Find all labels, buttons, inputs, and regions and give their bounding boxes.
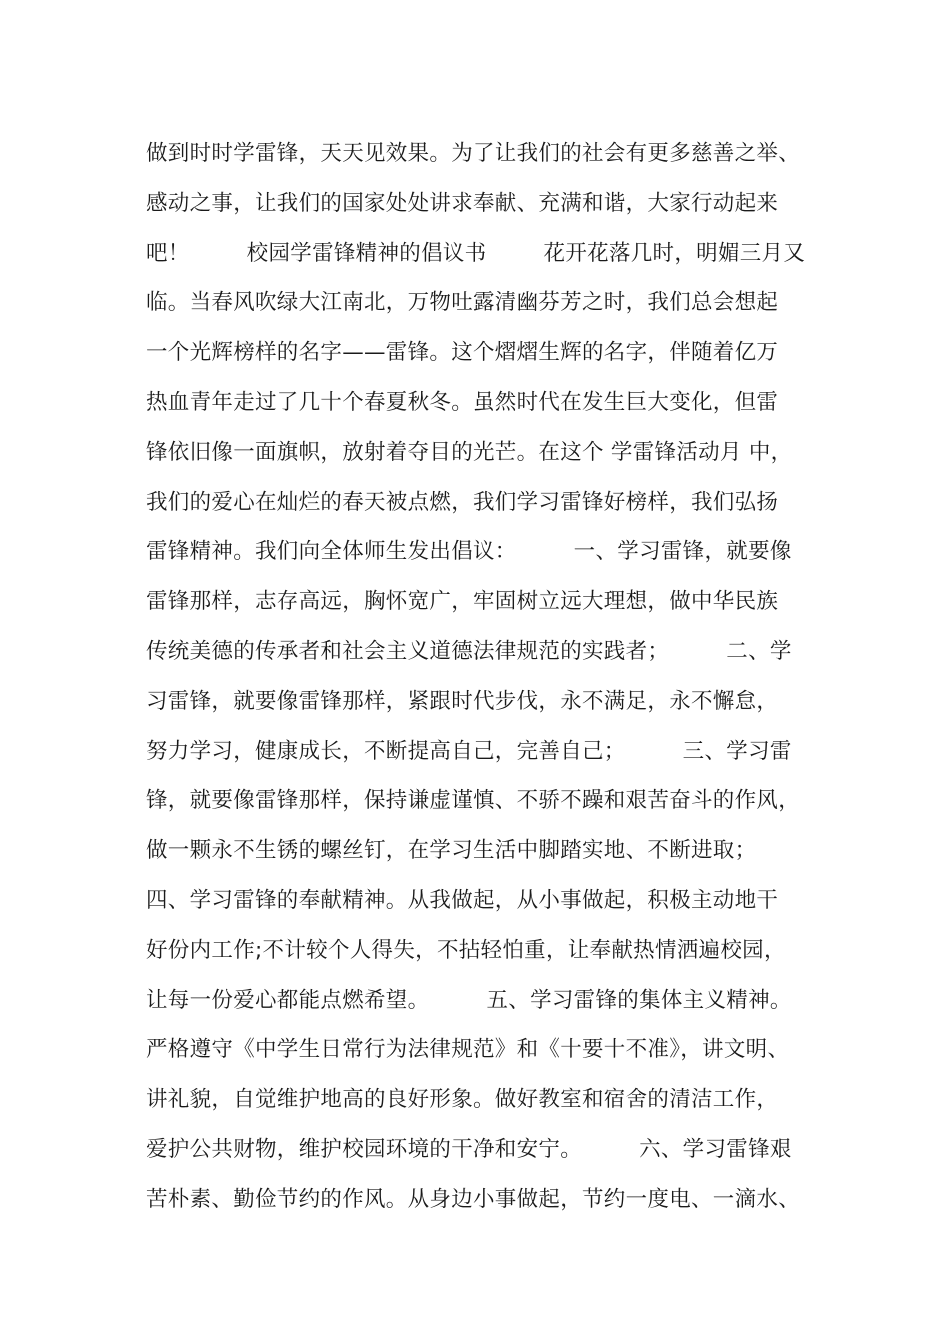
text-line: 习雷锋，就要像雷锋那样，紧跟时代步伐，永不满足，永不懈怠， (146, 688, 779, 714)
text-line: 传统美德的传承者和社会主义道德法律规范的实践者； 二、学 (146, 638, 792, 664)
text-line: 苦朴素、勤俭节约的作风。从身边小事做起，节约一度电、一滴水、 (146, 1186, 801, 1212)
text-line: 让每一份爱心都能点燃希望。 五、学习雷锋的集体主义精神。 (146, 987, 792, 1013)
text-line: 四、学习雷锋的奉献精神。从我做起，从小事做起，积极主动地干 (146, 887, 779, 913)
text-line: 我们的爱心在灿烂的春天被点燃，我们学习雷锋好榜样，我们弘扬 (146, 489, 779, 515)
text-line: 严格遵守《中学生日常行为法律规范》和《十要十不准》，讲文明、 (146, 1037, 790, 1063)
text-line: 一个光辉榜样的名字——雷锋。这个熠熠生辉的名字，伴随着亿万 (146, 340, 779, 366)
text-line: 感动之事，让我们的国家处处讲求奉献、充满和谐，大家行动起来 (146, 190, 779, 216)
text-line: 热血青年走过了几十个春夏秋冬。虽然时代在发生巨大变化，但雷 (146, 389, 779, 415)
text-line: 爱护公共财物，维护校园环境的干净和安宁。 六、学习雷锋艰 (146, 1136, 792, 1162)
text-line: 雷锋那样，志存高远，胸怀宽广，牢固树立远大理想，做中华民族 (146, 589, 779, 615)
text-line: 锋依旧像一面旗帜，放射着夺目的光芒。在这个 学雷锋活动月 中， (146, 439, 793, 465)
text-line: 做一颗永不生锈的螺丝钉，在学习生活中脚踏实地、不断进取； (146, 838, 757, 864)
text-line: 吧！ 校园学雷锋精神的倡议书 花开花落几时，明媚三月又 (146, 240, 806, 266)
text-line: 雷锋精神。我们向全体师生发出倡议： 一、学习雷锋，就要像 (146, 539, 792, 565)
text-line: 锋，就要像雷锋那样，保持谦虚谨慎、不骄不躁和艰苦奋斗的作风， (146, 788, 801, 814)
body-text (146, 129, 836, 1225)
text-line: 好份内工作;不计较个人得失，不拈轻怕重，让奉献热情洒遍校园， (146, 937, 786, 963)
text-line: 做到时时学雷锋，天天见效果。为了让我们的社会有更多慈善之举、 (146, 141, 801, 166)
text-line: 努力学习，健康成长，不断提高自己，完善自己； 三、学习雷 (146, 738, 792, 764)
text-line: 讲礼貌，自觉维护地高的良好形象。做好教室和宿舍的清洁工作， (146, 1087, 779, 1113)
text-line: 临。当春风吹绿大江南北，万物吐露清幽芬芳之时，我们总会想起 (146, 290, 779, 316)
